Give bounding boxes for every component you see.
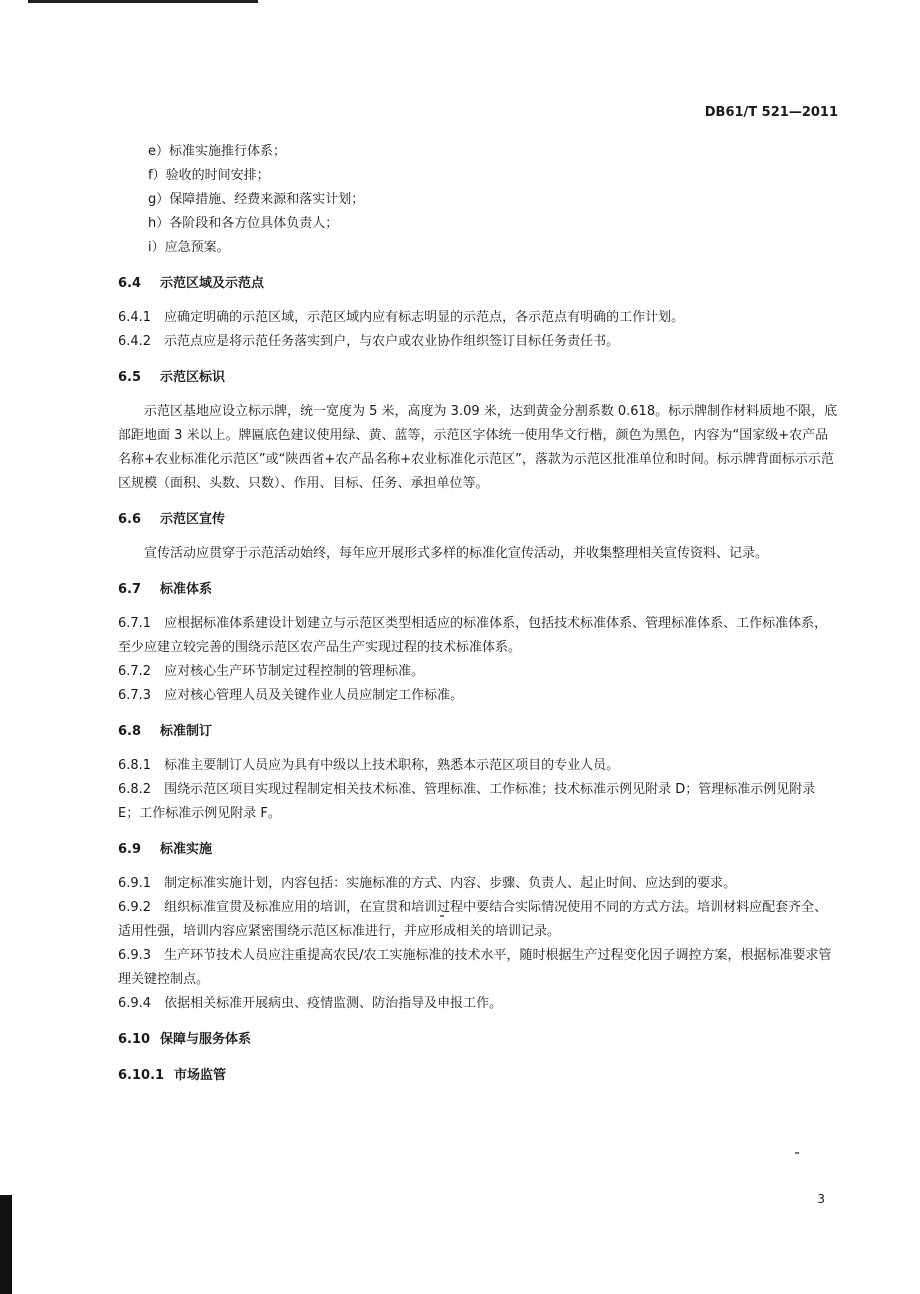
page-number: 3	[817, 1192, 825, 1206]
paragraph: 宣传活动应贯穿于示范活动始终，每年应开展形式多样的标准化宣传活动，并收集整理相关宣传资料、记录。	[144, 546, 769, 561]
clause: 6.9.1 制定标准实施计划，内容包括：实施标准的方式、内容、步骤、负责人、起止时间、应达到的要求。	[118, 876, 737, 891]
clause: 6.4.1 应确定明确的示范区域，示范区域内应有标志明显的示范点，各示范点有明确的工作计划。	[118, 310, 685, 325]
clause: 6.8.2 围绕示范区项目实现过程制定相关技术标准、管理标准、工作标准；技术标准示例见附录 D；管理标准示例见附录 E；工作标准示例见附录 F。	[118, 782, 816, 821]
clause: 6.7.3 应对核心管理人员及关键作业人员应制定工作标准。	[118, 688, 464, 703]
section-heading: 6.10 保障与服务体系	[118, 1032, 252, 1047]
clause: 6.8.1 标准主要制订人员应为具有中级以上技术职称，熟悉本示范区项目的专业人员。	[118, 758, 620, 773]
paragraph: 示范区基地应设立标示牌，统一宽度为 5 米，高度为 3.09 米，达到黄金分割系数 0.618。标示牌制作材料质地不限，底部距地面 3 米以上。牌匾底色建议使用绿、黄、蓝等，示范区字体统一使用华文行楷，颜色为黑色，内容为“国家级+农产品名称+农业标准化示范区”或“陕西省+农产品名称+农业标准化示范区”，落款为示范区批准单位和时间。标示牌背面标示示范区规模（面积、头数、只数）、作用、目标、任务、承担单位等。	[118, 404, 838, 491]
section-heading: 6.9 标准实施	[118, 842, 213, 857]
list-item: i）应急预案。	[148, 240, 230, 255]
subsection-heading: 6.10.1 市场监管	[118, 1068, 227, 1083]
scan-edge	[0, 1195, 12, 1294]
list-item: h）各阶段和各方位具体负责人；	[148, 216, 339, 231]
section-heading: 6.7 标准体系	[118, 582, 213, 597]
page-content	[118, 140, 840, 1088]
clause: 6.4.2 示范点应是将示范任务落实到户，与农户或农业协作组织签订目标任务责任书。	[118, 334, 620, 349]
document-code: DB61/T 521—2011	[704, 105, 838, 120]
top-rule	[28, 0, 258, 3]
clause: 6.9.3 生产环节技术人员应注重提高农民/农工实施标准的技术水平，随时根据生产过程变化因子调控方案，根据标准要求管理关键控制点。	[118, 948, 832, 987]
clause: 6.9.4 依据相关标准开展病虫、疫情监测、防治指导及申报工作。	[118, 996, 503, 1011]
clause: 6.7.1 应根据标准体系建设计划建立与示范区类型相适应的标准体系，包括技术标准体系、管理标准体系、工作标准体系，至少应建立较完善的围绕示范区农产品生产实现过程的技术标准体系。	[118, 616, 828, 655]
list-item: e）标准实施推行体系；	[148, 144, 286, 159]
section-heading: 6.6 示范区宣传	[118, 512, 226, 527]
scan-speck	[795, 1152, 799, 1154]
list-item: g）保障措施、经费来源和落实计划；	[148, 192, 365, 207]
section-heading: 6.8 标准制订	[118, 724, 213, 739]
clause: 6.7.2 应对核心生产环节制定过程控制的管理标准。	[118, 664, 425, 679]
list-item: f）验收的时间安排；	[148, 168, 270, 183]
clause: 6.9.2 组织标准宣贯及标准应用的培训，在宣贯和培训过程中要结合实际情况使用不同的方式方法。培训材料应配套齐全、适用性强，培训内容应紧密围绕示范区标准进行，并应形成相关的培训记录。	[118, 900, 828, 939]
section-heading: 6.4 示范区域及示范点	[118, 276, 265, 291]
section-heading: 6.5 示范区标识	[118, 370, 226, 385]
